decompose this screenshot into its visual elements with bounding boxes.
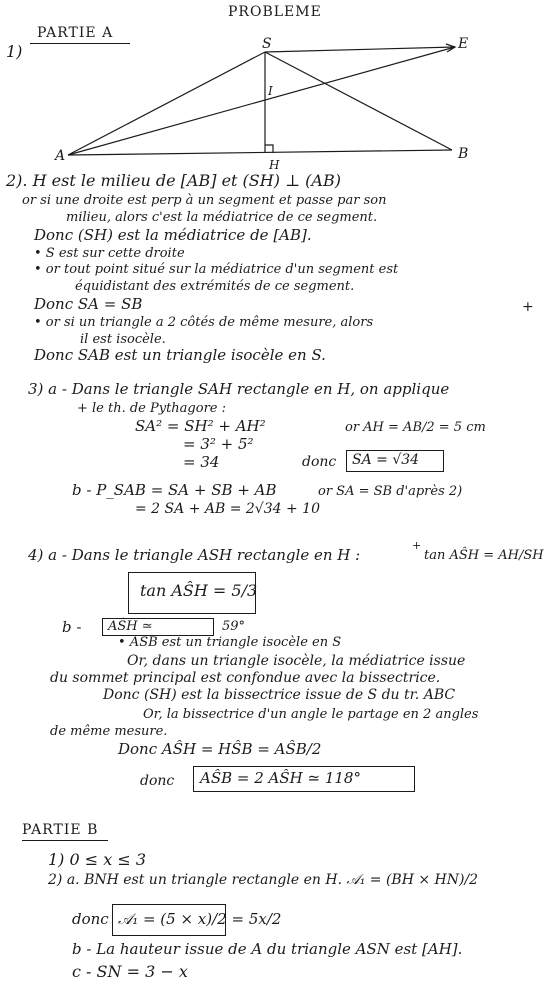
q3-line-4: = 3² + 5² (183, 435, 254, 453)
q3-line-1: 3) a - Dans le triangle SAH rectangle en H, on applique (28, 380, 450, 398)
q3-line-3: SA² = SH² + AH² (135, 417, 266, 435)
q4-result: AŜB = 2 AŜH ≃ 118° (200, 769, 361, 787)
q3-result: SA = √34 (352, 452, 420, 468)
point-S-label: S (262, 36, 272, 52)
problem-title: PROBLEME (228, 4, 322, 20)
q4-line-6: Or, la bissectrice d'un angle le partage en 2 angles (143, 707, 479, 722)
q2-line-9: • or si un triangle a 2 côtés de même mesure, alors (34, 315, 374, 330)
segment-SE (265, 47, 455, 52)
q3-donc: donc (302, 454, 337, 470)
point-I-label: I (268, 84, 273, 98)
point-A-label: A (55, 148, 66, 164)
q4-donc: donc (140, 773, 175, 789)
q4-b-value: 59° (222, 619, 246, 634)
q2-line-8: Donc SA = SB (34, 295, 143, 313)
q3-line-6-note: or SA = SB d'après 2) (318, 484, 463, 499)
part-b-result: 𝒜₁ = (5 × x)/2 = 5x/2 (118, 910, 282, 928)
q4-line-1: 4) a - Dans le triangle ASH rectangle en H : (28, 546, 361, 564)
part-b-heading: PARTIE B (22, 822, 99, 838)
q4-line-7: de même mesure. (50, 724, 168, 739)
segment-SA (68, 52, 265, 155)
q4-line-3: Or, dans un triangle isocèle, la médiatrice issue (127, 653, 466, 669)
q2-line-4: Donc (SH) est la médiatrice de [AB]. (34, 226, 312, 244)
q4-b-box-text: AŜH ≃ (108, 619, 153, 634)
point-E-label: E (458, 36, 469, 52)
part-b-donc: donc (72, 910, 109, 928)
q2-line-3: milieu, alors c'est la médiatrice de ce segment. (66, 210, 378, 225)
point-B-label: B (458, 146, 469, 162)
q3-line-2: le th. de Pythagore : (92, 401, 226, 416)
q2-plus-mark: + (522, 299, 534, 315)
segment-SB (265, 52, 452, 150)
q3-line-5: = 34 (183, 453, 220, 471)
question-1-label: 1) (6, 42, 23, 61)
q4-line-5: Donc (SH) est la bissectrice issue de S du tr. ABC (103, 687, 456, 703)
part-a-heading: PARTIE A (37, 25, 114, 41)
part-b-underline (22, 840, 108, 841)
q4-line-4: du sommet principal est confondue avec la bissectrice. (50, 670, 441, 686)
q2-line-7: équidistant des extrémités de ce segment. (75, 279, 355, 294)
segment-AB (68, 150, 452, 155)
q3-plus-mark: + (77, 401, 88, 416)
q4-plus-mark: + (412, 539, 422, 552)
q2-line-10: il est isocèle. (80, 332, 166, 347)
q2-line-1: 2). H est le milieu de [AB] et (SH) ⊥ (AB) (6, 171, 341, 190)
q4-b-label: b - (62, 618, 82, 636)
q4-tan-def: tan AŜH = AH/SH (424, 548, 544, 563)
part-b-line-2: 2) a. BNH est un triangle rectangle en H. 𝒜₁ = (BH × HN)/2 (48, 872, 479, 888)
part-b-line-5: c - SN = 3 − x (72, 962, 188, 981)
segment-AE (68, 47, 455, 155)
part-b-line-4: b - La hauteur issue de A du triangle ASN est [AH]. (72, 940, 463, 958)
part-b-line-1: 1) 0 ≤ x ≤ 3 (48, 850, 147, 869)
point-H-label: H (269, 158, 280, 170)
triangle-figure (0, 0, 544, 170)
q4-tan-boxed: tan AŜH = 5/3 (140, 581, 258, 600)
q4-line-2: • ASB est un triangle isocèle en S (118, 635, 342, 650)
q4-line-8: Donc AŜH = HŜB = AŜB/2 (118, 740, 322, 758)
q3-line-7: = 2 SA + AB = 2√34 + 10 (135, 501, 320, 517)
q2-line-6: • or tout point situé sur la médiatrice d'un segment est (34, 262, 399, 277)
q3-line-6: b - P_SAB = SA + SB + AB (72, 481, 277, 499)
q3-ah-value: or AH = AB/2 = 5 cm (345, 420, 486, 435)
q2-line-2: or si une droite est perp à un segment et passe par son (22, 193, 387, 208)
q2-line-5: • S est sur cette droite (34, 246, 185, 261)
q2-line-11: Donc SAB est un triangle isocèle en S. (34, 346, 326, 364)
